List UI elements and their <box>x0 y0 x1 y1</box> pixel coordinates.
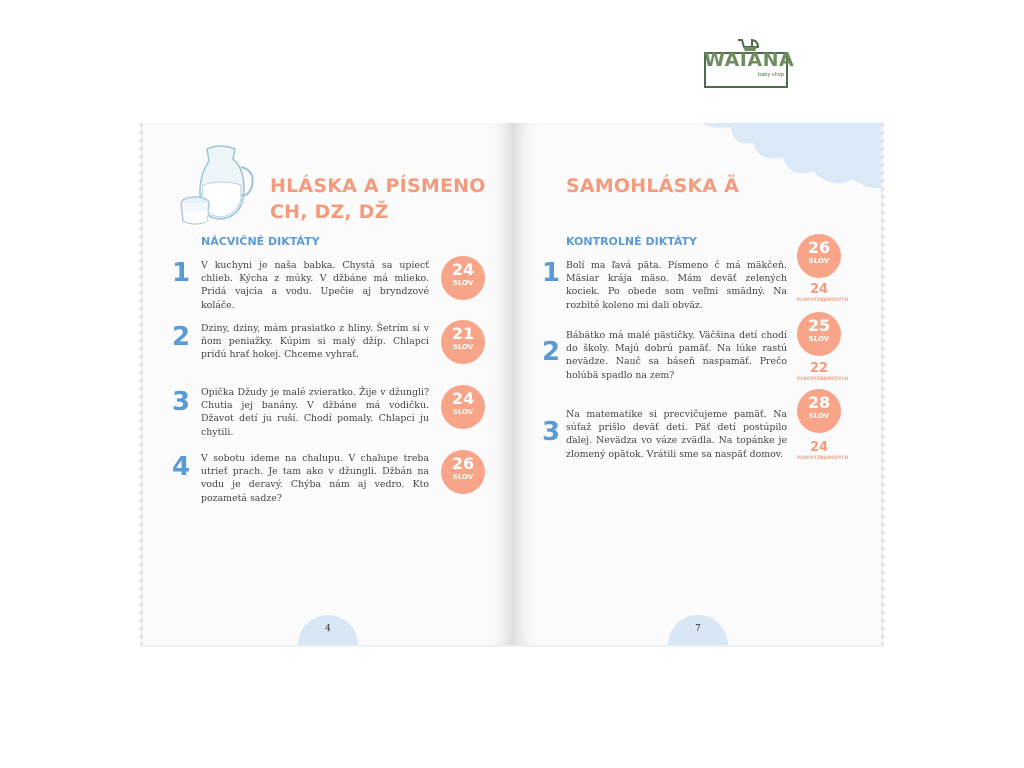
word-count-badge <box>797 234 841 278</box>
exercise-text: Na matematike si precvičujeme pamäť. Na súťaž prišlo deväť detí. Päť detí postúpilo ďalej. Nevädza vo váze zvädla. Na topánke je zlomený opätok. Vrátili sme sa naspäť domov. <box>566 409 787 460</box>
title-line-2: CH, DZ, DŽ <box>270 201 389 223</box>
word-count-unit: SLOV <box>808 335 830 343</box>
exercise-text: Opička Džudy je malé zvieratko. Žije v džungli? Chutia jej banány. V džbáne má vodičku. Džavot detí ju ruší. Chodí pomaly. Chlapci ju chytili. <box>201 387 429 438</box>
milk-jug-illustration <box>177 141 261 225</box>
brand-logo <box>704 37 795 91</box>
content-word-count-label: PLNOVÝZNAMOVÝCH <box>797 297 849 302</box>
page-title <box>270 173 486 225</box>
content-word-count-label: PLNOVÝZNAMOVÝCH <box>797 376 849 381</box>
word-count-badge <box>441 320 485 364</box>
word-count-badge <box>441 450 485 494</box>
word-count-unit: SLOV <box>452 343 474 351</box>
exercise-text: V sobotu ideme na chalupu. V chalupe treba utrieť prach. Je tam ako v džungli. Džbán na vodu je deravý. Chýba nám aj vedro. Kto pozametá sadze? <box>201 453 429 504</box>
exercise-number: 1 <box>542 258 561 288</box>
logo-name: WAIANA <box>704 49 795 71</box>
word-count-unit: SLOV <box>452 279 474 287</box>
word-count-badge <box>441 256 485 300</box>
logo-tagline: baby shop <box>758 72 784 78</box>
word-count: 24 <box>451 260 475 279</box>
section-subtitle: NÁCVIČNÉ DIKTÁTY <box>201 235 320 248</box>
page-number-tab <box>668 615 728 645</box>
exercise-number: 3 <box>172 387 191 417</box>
word-count: 25 <box>807 316 831 335</box>
exercise-text: Bábätko má malé pästičky. Väčšina detí chodí do školy. Majú dobrú pamäť. Na lúke rastú nevädze. Nauč sa báseň naspamäť. Prečo holúbä spadlo na zem? <box>566 330 787 381</box>
content-word-count <box>797 361 849 382</box>
exercise-number: 3 <box>542 417 561 447</box>
exercise-text: Dziny, dziny, mám prasiatko z hliny. Šetrím si v ňom peniažky. Kúpim si malý džíp. Chlapci pridú hrať hokej. Chceme vyhrať. <box>201 323 429 361</box>
word-count-badge <box>797 389 841 433</box>
word-count: 26 <box>807 238 831 257</box>
exercise-text: V kuchyni je naša babka. Chystá sa upiecť chlieb. Kýcha z múky. V džbáne má mlieko. Pridá vajcia a vodu. Upečie aj bryndzové koláče. <box>201 260 429 311</box>
content-word-count-label: PLNOVÝZNAMOVÝCH <box>797 455 849 460</box>
word-count-unit: SLOV <box>452 473 474 481</box>
title-line-1: HLÁSKA A PÍSMENO <box>270 175 486 197</box>
word-count-unit: SLOV <box>452 408 474 416</box>
left-page <box>143 123 513 645</box>
content-word-count-value: 24 <box>809 440 829 455</box>
page-number-tab <box>298 615 358 645</box>
word-count: 21 <box>451 324 475 343</box>
content-word-count-value: 24 <box>809 282 829 297</box>
exercise-number: 4 <box>172 452 191 482</box>
exercise-number: 2 <box>172 322 191 352</box>
content-word-count-value: 22 <box>809 361 829 376</box>
word-count-unit: SLOV <box>808 412 830 420</box>
word-count-badge <box>797 312 841 356</box>
page-number: 4 <box>325 624 331 634</box>
section-subtitle: KONTROLNÉ DIKTÁTY <box>566 235 697 248</box>
word-count-unit: SLOV <box>808 257 830 265</box>
word-count: 24 <box>451 389 475 408</box>
book-spread <box>140 123 884 647</box>
word-count-badge <box>441 385 485 429</box>
exercise-number: 1 <box>172 258 191 288</box>
word-count: 28 <box>807 393 831 412</box>
right-page <box>513 123 881 645</box>
page-title: SAMOHLÁSKA Ä <box>566 175 739 197</box>
content-word-count <box>797 282 849 303</box>
exercise-number: 2 <box>542 337 561 367</box>
word-count: 26 <box>451 454 475 473</box>
content-word-count <box>797 440 849 461</box>
page-number: 7 <box>695 624 701 634</box>
exercise-text: Bolí ma ľavá päta. Písmeno č má mäkčeň. Mäsiar krája mäso. Mám deväť zelených kociek. Po obede som veľmi smädný. Na rozbité koleno mi dali obväz. <box>566 260 787 311</box>
